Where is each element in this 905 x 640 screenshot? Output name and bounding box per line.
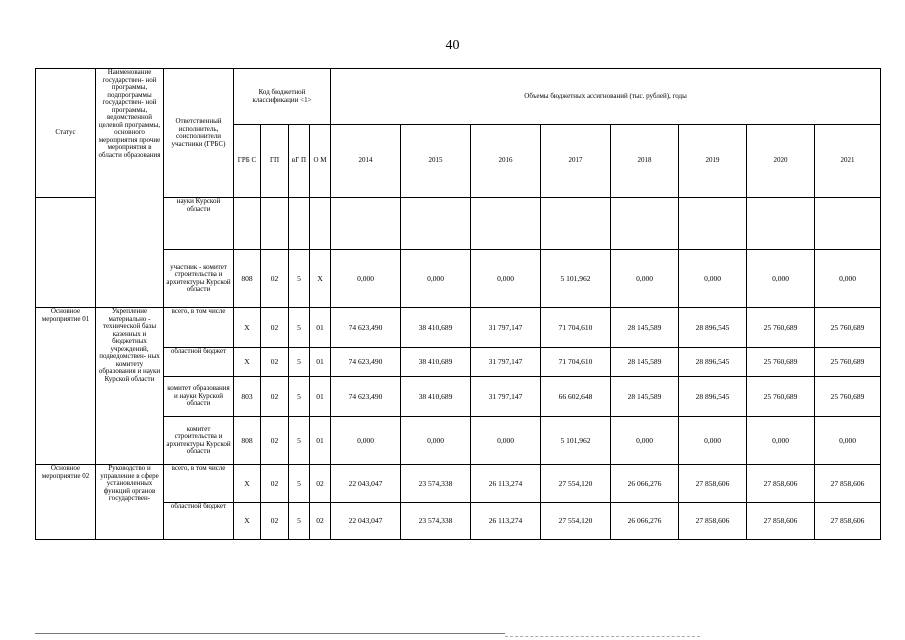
cell-value: 0,000 [331, 417, 401, 465]
cell-grbs: 808 [234, 417, 261, 465]
cont-name-tail: прочие мероприятия в области образования [98, 135, 161, 159]
cell-vgp: 5 [289, 250, 310, 308]
header-year: 2014 [331, 125, 401, 198]
b1-name: Укрепление материально - технической базы казенных и бюджетных учреждений, подведомствен- ных комитету образования и науки Курской области [96, 308, 164, 465]
cell-value: 0,000 [679, 417, 747, 465]
footer-rule-dashed [505, 636, 700, 637]
cont-executor-2: участник - комитет строительства и архитектуры Курской области [164, 250, 234, 308]
cell-gp: 02 [261, 308, 289, 348]
cell-value: 27 858,606 [747, 465, 815, 503]
cell-value: 38 410,689 [401, 348, 471, 377]
b2-exec: всего, в том числе [164, 465, 234, 503]
cell-value: 25 760,689 [747, 348, 815, 377]
cell-value: 71 704,610 [541, 308, 611, 348]
empty-cell [747, 198, 815, 250]
cell-value: 0,000 [611, 250, 679, 308]
cell-value: 27 858,606 [679, 465, 747, 503]
empty-cell [679, 198, 747, 250]
empty-cell [401, 198, 471, 250]
cell-value: 38 410,689 [401, 308, 471, 348]
empty-cell [234, 198, 261, 250]
cell-value: 26 113,274 [471, 465, 541, 503]
empty-cell [331, 198, 401, 250]
cell-value: 27 858,606 [747, 503, 815, 540]
header-year: 2017 [541, 125, 611, 198]
cell-value: 22 043,047 [331, 465, 401, 503]
cell-value: 38 410,689 [401, 377, 471, 417]
cell-value: 22 043,047 [331, 503, 401, 540]
empty-cell [289, 198, 310, 250]
cell-value: 27 554,120 [541, 503, 611, 540]
header-year: 2020 [747, 125, 815, 198]
cell-value: 66 602,648 [541, 377, 611, 417]
header-year: 2021 [815, 125, 881, 198]
b1-status: Основное мероприятие 01 [36, 308, 96, 465]
cell-value: 5 101,962 [541, 417, 611, 465]
cell-grbs: Х [234, 465, 261, 503]
cell-value: 27 858,606 [815, 503, 881, 540]
header-status: Статус [36, 69, 96, 198]
b2-name: Руководство и управление в сфере установленных функций органов государствен- [96, 465, 164, 540]
cell-value: 74 623,490 [331, 308, 401, 348]
empty-cell [815, 198, 881, 250]
cell-value: 28 896,545 [679, 377, 747, 417]
cell-value: 28 896,545 [679, 308, 747, 348]
cell-om: 02 [310, 465, 331, 503]
cell-value: 31 797,147 [471, 308, 541, 348]
cell-om: 01 [310, 377, 331, 417]
cell-om: Х [310, 250, 331, 308]
cell-value: 71 704,610 [541, 348, 611, 377]
header-gp: ГП [261, 125, 289, 198]
cell-value: 0,000 [747, 250, 815, 308]
cell-value: 27 554,120 [541, 465, 611, 503]
cell-value: 26 066,276 [611, 465, 679, 503]
cell-value: 25 760,689 [815, 308, 881, 348]
cell-value: 25 760,689 [747, 308, 815, 348]
cell-vgp: 5 [289, 503, 310, 540]
cell-gp: 02 [261, 503, 289, 540]
cell-value: 0,000 [471, 417, 541, 465]
header-row-1 [36, 69, 881, 125]
cell-om: 02 [310, 503, 331, 540]
b2-row-1 [36, 465, 881, 503]
cell-value: 28 145,589 [611, 308, 679, 348]
empty-cell [611, 198, 679, 250]
cell-om: 01 [310, 417, 331, 465]
cell-value: 26 113,274 [471, 503, 541, 540]
cell-value: 23 574,338 [401, 503, 471, 540]
cell-gp: 02 [261, 250, 289, 308]
cell-om: 01 [310, 308, 331, 348]
cell-value: 74 623,490 [331, 348, 401, 377]
cell-value: 28 145,589 [611, 377, 679, 417]
cell-value: 0,000 [815, 417, 881, 465]
cell-value: 0,000 [747, 417, 815, 465]
cell-value: 28 145,589 [611, 348, 679, 377]
b1-exec: всего, в том числе [164, 308, 234, 348]
header-om: О М [310, 125, 331, 198]
footer-rule [35, 633, 505, 634]
cell-grbs: Х [234, 308, 261, 348]
cell-value: 27 858,606 [815, 465, 881, 503]
empty-cell [310, 198, 331, 250]
cell-value: 25 760,689 [747, 377, 815, 417]
cell-value: 74 623,490 [331, 377, 401, 417]
cell-value: 0,000 [815, 250, 881, 308]
cell-vgp: 5 [289, 377, 310, 417]
header-year: 2016 [471, 125, 541, 198]
header-year: 2015 [401, 125, 471, 198]
cell-vgp: 5 [289, 348, 310, 377]
page-number: 40 [445, 38, 460, 53]
cell-value: 0,000 [471, 250, 541, 308]
header-budget-code: Код бюджетной классификации <1> [234, 69, 331, 125]
cont-executor-1: науки Курской области [164, 198, 234, 250]
empty-cell [471, 198, 541, 250]
cell-value: 0,000 [331, 250, 401, 308]
cell-grbs: Х [234, 348, 261, 377]
budget-table [35, 68, 881, 540]
cell-gp: 02 [261, 465, 289, 503]
b2-exec: областной бюджет [164, 503, 234, 540]
header-vgp: вГ П [289, 125, 310, 198]
cell-value: 5 101,962 [541, 250, 611, 308]
cell-value: 25 760,689 [815, 348, 881, 377]
header-year: 2018 [611, 125, 679, 198]
empty-cell [541, 198, 611, 250]
header-name [96, 69, 164, 308]
b1-exec: комитет строительства и архитектуры Курской области [164, 417, 234, 465]
header-year: 2019 [679, 125, 747, 198]
cell-vgp: 5 [289, 308, 310, 348]
cell-gp: 02 [261, 417, 289, 465]
cell-gp: 02 [261, 377, 289, 417]
cell-grbs: Х [234, 503, 261, 540]
b2-status: Основное мероприятие 02 [36, 465, 96, 540]
cell-om: 01 [310, 348, 331, 377]
cell-value: 28 896,545 [679, 348, 747, 377]
cell-value: 26 066,276 [611, 503, 679, 540]
header-volumes: Объемы бюджетных ассигнований (тыс. рублей), годы [331, 69, 881, 125]
header-executor: Ответственный исполнитель, соисполнители участники (ГРБС) [164, 69, 234, 198]
cell-grbs: 803 [234, 377, 261, 417]
b1-exec: комитет образования и науки Курской области [164, 377, 234, 417]
cell-value: 0,000 [611, 417, 679, 465]
cell-value: 25 760,689 [815, 377, 881, 417]
cell-value: 27 858,606 [679, 503, 747, 540]
cell-value: 0,000 [401, 417, 471, 465]
header-name-text: Наименование государствен- ной программы, подпрограммы государствен- ной программы, ведомственной целевой программы, основного мероприятия [98, 68, 161, 144]
cell-vgp: 5 [289, 465, 310, 503]
cell-gp: 02 [261, 348, 289, 377]
header-grbs: ГРБ С [234, 125, 261, 198]
cell-vgp: 5 [289, 417, 310, 465]
cell-value: 0,000 [401, 250, 471, 308]
cont-status-cell [36, 198, 96, 308]
empty-cell [261, 198, 289, 250]
cell-value: 0,000 [679, 250, 747, 308]
cell-value: 31 797,147 [471, 348, 541, 377]
b1-row-1 [36, 308, 881, 348]
b1-exec: областной бюджет [164, 348, 234, 377]
cell-value: 23 574,338 [401, 465, 471, 503]
cell-value: 31 797,147 [471, 377, 541, 417]
cell-grbs: 808 [234, 250, 261, 308]
